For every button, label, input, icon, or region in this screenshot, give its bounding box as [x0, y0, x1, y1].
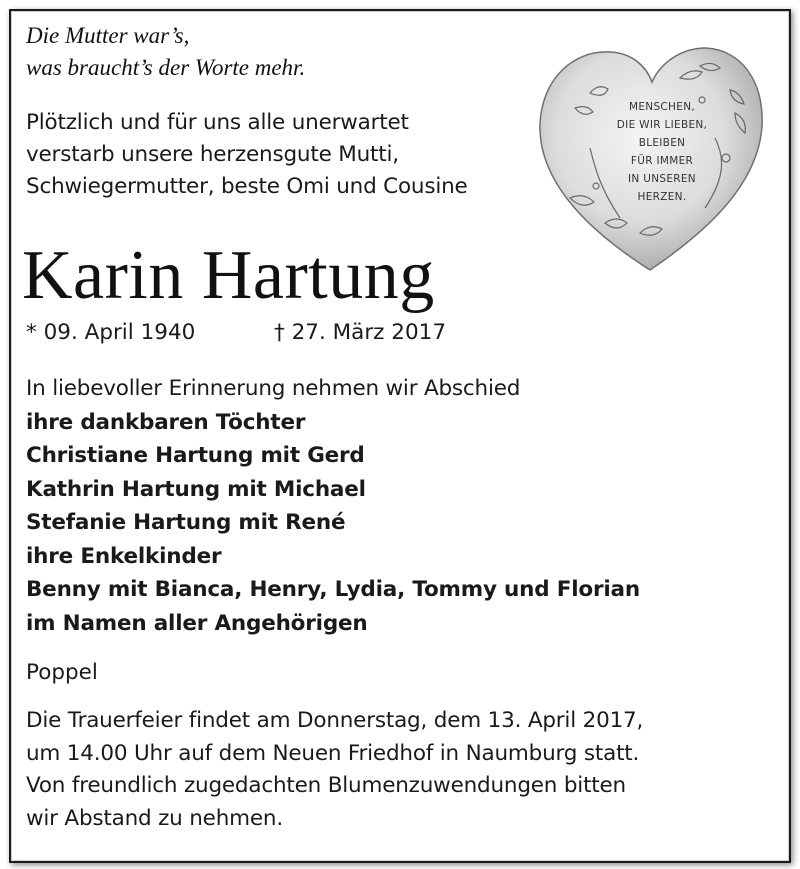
service-line: um 14.00 Uhr auf dem Neuen Friedhof in Naumburg statt. [26, 740, 640, 766]
heart-inscription-line: FÜR IMMER [630, 155, 694, 167]
daughter-entry: Christiane Hartung mit Gerd [26, 443, 365, 468]
intro-line: verstarb unsere herzensgute Mutti, [26, 142, 399, 167]
daughter-entry: Stefanie Hartung mit René [26, 510, 346, 535]
heart-icon [530, 38, 770, 274]
service-line: Die Trauerfeier findet am Donnerstag, dem 13. April 2017, [26, 708, 644, 733]
daughters-heading: ihre dankbaren Töchter [26, 409, 306, 435]
motto [26, 20, 305, 84]
service-line: wir Abstand zu nehmen. [26, 805, 283, 831]
heart-inscription-line: DIE WIR LIEBEN, [616, 119, 708, 131]
birth-date: * 09. April 1940 [26, 320, 196, 345]
service-line: Von freundlich zugedachten Blumenzuwendungen bitten [26, 773, 626, 798]
motto-line: was braucht’s der Worte mehr. [26, 55, 306, 80]
daughter-entry: Kathrin Hartung mit Michael [26, 476, 366, 502]
heart-inscription-line: HERZEN. [637, 191, 687, 203]
heart-inscription-line: MENSCHEN, [629, 101, 695, 113]
funeral-service-info [26, 705, 643, 835]
mourners-list [26, 372, 640, 640]
heart-inscription-line: BLEIBEN [638, 137, 686, 149]
heart-inscription-line: IN UNSEREN [628, 173, 696, 185]
life-dates [26, 318, 447, 348]
motto-line: Die Mutter war’s, [26, 23, 190, 48]
intro-line: Schwiegermutter, beste Omi und Cousine [26, 174, 468, 199]
mourners-lead: In liebevoller Erinnerung nehmen wir Abschied [26, 376, 521, 401]
grandchildren-heading: ihre Enkelkinder [26, 543, 222, 569]
death-date: † 27. März 2017 [274, 320, 447, 345]
mourners-closing: im Namen aller Angehörigen [26, 610, 368, 636]
grandchildren-entry: Benny mit Bianca, Henry, Lydia, Tommy und Florian [26, 577, 640, 602]
heart-stone-image [530, 38, 770, 274]
deceased-name: Karin Hartung [22, 237, 435, 314]
intro-line: Plötzlich und für uns alle unerwartet [26, 110, 409, 135]
place-name: Poppel [26, 660, 98, 685]
intro-text [26, 107, 468, 203]
